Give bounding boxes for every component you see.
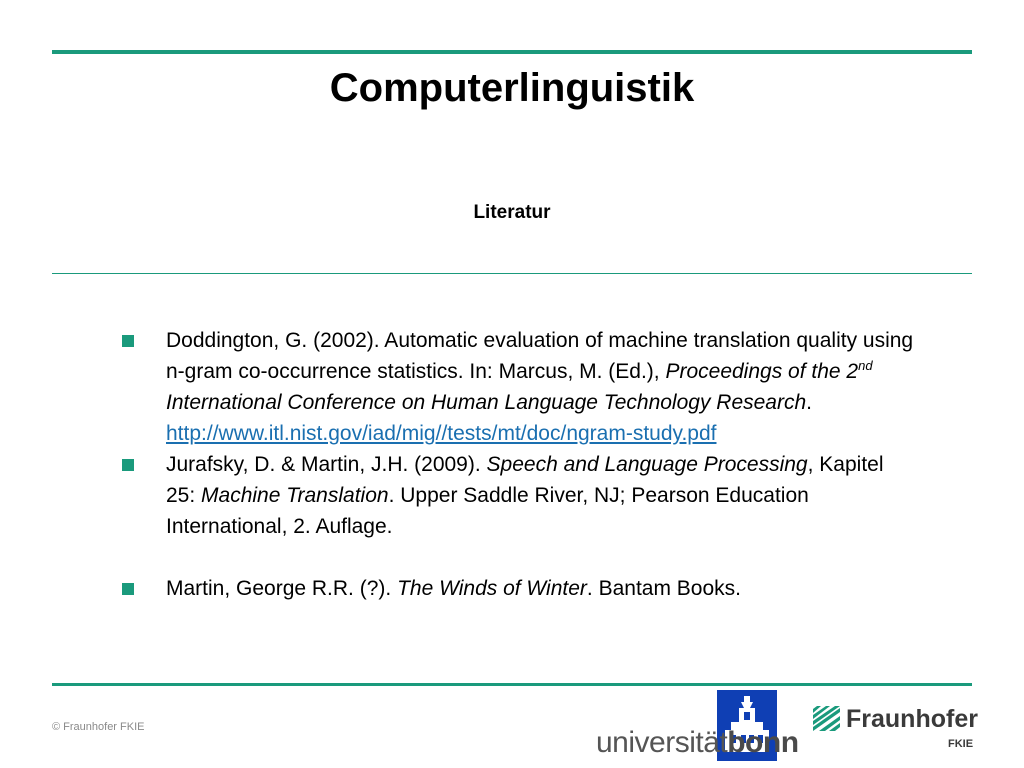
- university-bonn-logo: [596, 690, 799, 762]
- reference-item: [118, 449, 918, 542]
- reference-item: [118, 573, 918, 604]
- bonn-wordmark: universitätbonn: [596, 726, 799, 759]
- section-divider: [52, 273, 972, 274]
- fraunhofer-stripes-icon: [813, 706, 840, 731]
- reference-text: Jurafsky, D. & Martin, J.H. (2009). Speech and Language Processing, Kapitel 25: Machine Translation. Upper Saddle River, NJ; Pearson Education International, 2. Auflage.: [166, 453, 884, 538]
- fraunhofer-wordmark: Fraunhofer: [846, 705, 978, 733]
- fraunhofer-logo: [813, 706, 983, 756]
- square-bullet-icon: [122, 459, 134, 471]
- reference-item: [118, 325, 918, 449]
- reference-text: Doddington, G. (2002). Automatic evaluation of machine translation quality using n-gram co-occurrence statistics. In: Marcus, M. (Ed.), Proceedings of the 2nd International Conference on Human Language Technology Research. http://www.itl.nist.gov/iad/mig//tests/mt/doc/ngram-study.pdf: [166, 329, 914, 445]
- page-subtitle: Literatur: [473, 202, 551, 223]
- square-bullet-icon: [122, 335, 134, 347]
- top-divider: [52, 50, 972, 54]
- reference-list: [118, 325, 918, 604]
- square-bullet-icon: [122, 583, 134, 595]
- copyright-notice: © Fraunhofer FKIE: [52, 721, 145, 733]
- fkie-label: FKIE: [948, 738, 974, 750]
- reference-link[interactable]: http://www.itl.nist.gov/iad/mig//tests/mt/doc/ngram-study.pdf: [166, 422, 717, 445]
- bottom-divider: [52, 683, 972, 686]
- reference-text: Martin, George R.R. (?). The Winds of Winter. Bantam Books.: [166, 577, 741, 600]
- page-title: Computerlinguistik: [329, 66, 695, 110]
